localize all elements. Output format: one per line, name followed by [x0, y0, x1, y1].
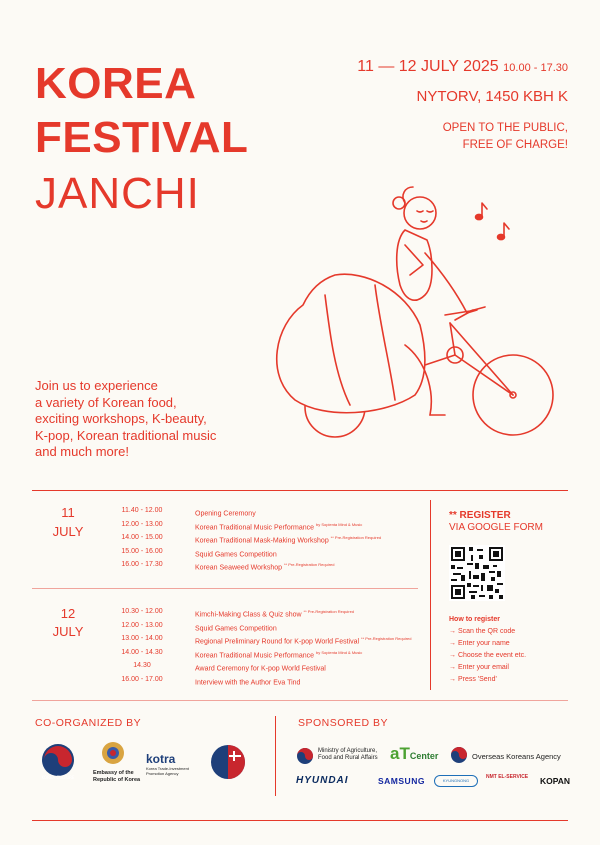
- kotra-logo: kotra: [146, 752, 176, 766]
- schedule-time: 12.00 - 13.00: [121, 520, 163, 528]
- schedule-event: Squid Games Competition: [195, 624, 277, 632]
- at-mark: aT: [390, 744, 410, 763]
- at-center-text: Center: [409, 751, 439, 761]
- schedule-event: Interview with the Author Eva Tind: [195, 678, 301, 686]
- day2-events: [187, 605, 411, 686]
- day1-events: [187, 504, 381, 572]
- day2-month: JULY: [52, 624, 84, 639]
- schedule-time: 14.00 - 15.00: [121, 534, 163, 541]
- oka-icon: [450, 746, 468, 764]
- qr-code-icon[interactable]: [449, 545, 505, 601]
- schedule-time: 13.00 - 14.00: [121, 635, 163, 642]
- day2-times: [97, 605, 187, 686]
- schedule-time: 11.40 - 12.00: [121, 507, 163, 514]
- kcc-label: KOREA CULTURE: [41, 775, 75, 780]
- divider-days: [32, 588, 418, 589]
- day1-times: [97, 504, 187, 572]
- schedule-event: Regional Preliminary Round for K-pop World Festival $^{** Pre-Registration Required}$: [195, 636, 412, 646]
- korean-cultural-centre-logo: [36, 738, 80, 782]
- intro-line: and much more!: [35, 444, 129, 459]
- embassy-line1: Embassy of the: [93, 770, 134, 776]
- schedule-event: Squid Games Competition: [195, 550, 277, 558]
- how-to-register: [449, 614, 526, 686]
- register-title: ** REGISTER: [449, 510, 511, 521]
- day2-number: 12: [60, 606, 76, 621]
- schedule-time: 16.00 - 17.30: [121, 561, 163, 568]
- kyungnong-logo: KYUNGNONG: [434, 775, 478, 787]
- kotra-sub1: Korea Trade-Investment: [146, 766, 189, 771]
- intro-line: K-pop, Korean traditional music: [35, 427, 217, 443]
- title-janchi: JANCHI: [35, 169, 200, 218]
- title-festival: FESTIVAL: [35, 113, 249, 162]
- kotra-sub2: Promotion Agency: [146, 771, 179, 776]
- register-step: → Enter your email: [449, 664, 509, 671]
- music-note-icon: [476, 203, 510, 240]
- schedule-event: Kimchi-Making Class & Quiz show $^{** Pre-Registration Required}$: [195, 609, 355, 619]
- schedule-time: 14.30: [133, 662, 151, 669]
- schedule-event: Award Ceremony for K-pop World Festival: [195, 665, 326, 673]
- register-step: → Choose the event etc.: [449, 652, 527, 659]
- title-korea: KOREA: [35, 59, 197, 108]
- register-step: → Press 'Send': [449, 676, 497, 683]
- embassy-logo-text: [93, 770, 140, 784]
- register-subtitle: VIA GOOGLE FORM: [449, 522, 543, 533]
- schedule-event: Korean Seaweed Workshop $^{** Pre-Registration Required}$: [195, 562, 335, 572]
- hyundai-logo: HYUNDAI: [296, 775, 349, 786]
- schedule-time: 16.00 - 17.00: [121, 675, 163, 683]
- day1-month: JULY: [52, 524, 84, 539]
- embassy-line2: Republic of Korea: [93, 777, 141, 783]
- divider-page-bottom: [32, 820, 568, 821]
- divider-bottom: [32, 700, 568, 701]
- divider-vertical-register: [430, 500, 431, 690]
- schedule-event: Opening Ceremony: [195, 510, 256, 518]
- register-step: → Scan the QR code: [449, 628, 516, 635]
- schedule-time: 14.00 - 14.30: [121, 648, 163, 656]
- open-public-line2: FREE OF CHARGE!: [462, 139, 568, 151]
- intro-line: exciting workshops, K-beauty,: [35, 411, 207, 426]
- event-date-text: 11 — 12 JULY 2025: [357, 58, 499, 75]
- taegeuk-icon: [296, 747, 314, 765]
- embassy-emblem-icon: [100, 740, 126, 766]
- samsung-logo: SAMSUNG: [378, 776, 425, 786]
- schedule-event: Korean Traditional Music Performance $^{by Sopienta Mind \& Music}$: [195, 521, 363, 531]
- day1-number: 11: [61, 505, 75, 520]
- bicycle-rider-illustration: [255, 175, 585, 440]
- register-step: → Enter your name: [449, 640, 510, 647]
- event-location: NYTORV, 1450 KBH K: [416, 88, 568, 105]
- oka-logo-text: Overseas Koreans Agency: [472, 752, 561, 761]
- day1-schedule: [97, 504, 381, 572]
- coorganized-label: CO-ORGANIZED BY: [35, 717, 142, 729]
- schedule-event: Korean Traditional Mask-Making Workshop $^{** Pre-Registration Required}$: [195, 535, 382, 545]
- nmt-logo: NMT EL-SERVICE: [486, 774, 529, 780]
- schedule-time: 15.00 - 16.00: [121, 547, 163, 555]
- mafra-line1: Ministry of Agriculture,: [318, 748, 378, 754]
- schedule-event: Korean Traditional Music Performance $^{by Sopienta Mind \& Music}$: [195, 649, 363, 659]
- intro-line: Join us to experience: [35, 378, 158, 393]
- sponsored-label: SPONSORED BY: [298, 717, 389, 729]
- mafra-line2: Food and Rural Affairs: [318, 755, 378, 761]
- schedule-time: 10.30 - 12.00: [121, 608, 163, 615]
- open-public-line1: OPEN TO THE PUBLIC,: [442, 122, 568, 134]
- how-to-title: How to register: [449, 616, 500, 623]
- day2-schedule: [97, 605, 411, 686]
- intro-text: [35, 378, 275, 461]
- mafra-logo-text: [318, 748, 378, 762]
- event-time: 10.00 - 17.30: [503, 62, 568, 74]
- at-center-logo: [390, 744, 438, 764]
- event-date: [357, 58, 568, 76]
- divider-top: [32, 490, 568, 491]
- korea-denmark-logo: [208, 742, 248, 782]
- schedule-time: 12.00 - 13.00: [121, 621, 163, 629]
- kopan-logo: KOPAN: [540, 776, 571, 786]
- intro-line: a variety of Korean food,: [35, 394, 177, 410]
- divider-footer: [275, 716, 276, 796]
- kotra-subtext: [146, 766, 189, 776]
